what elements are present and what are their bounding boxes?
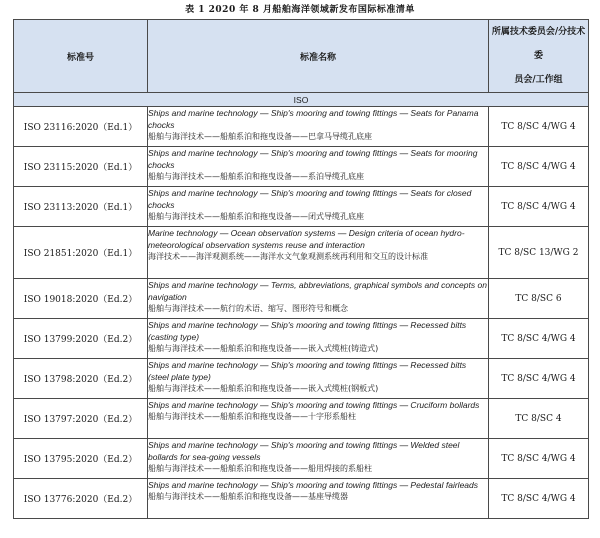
cell-committee: TC 8/SC 4/WG 4: [489, 147, 589, 187]
cell-std-no: ISO 13776:2020（Ed.2）: [14, 479, 148, 519]
header-committee: [489, 20, 589, 93]
table-row: [14, 279, 589, 319]
title-chinese: 海洋技术——海洋观测系统——海洋水文气象观测系统再利用和交互的设计标准: [148, 252, 428, 261]
cell-title: [148, 187, 489, 227]
header-std-no: 标准号: [14, 20, 148, 93]
cell-std-no: ISO 23115:2020（Ed.1）: [14, 147, 148, 187]
cell-std-no: ISO 13797:2020（Ed.2）: [14, 399, 148, 439]
table-row: [14, 439, 589, 479]
cell-title: [148, 479, 489, 519]
cell-title: [148, 319, 489, 359]
header-committee-line2: 员会/工作组: [514, 75, 563, 85]
cell-committee: TC 8/SC 4/WG 4: [489, 187, 589, 227]
title-english: Ships and marine technology — Ship's mooring and towing fittings — Recessed bitts (casting type): [148, 320, 467, 342]
cell-committee: TC 8/SC 4: [489, 399, 589, 439]
table-row: [14, 107, 589, 147]
cell-committee: TC 8/SC 4/WG 4: [489, 359, 589, 399]
cell-std-no: ISO 13795:2020（Ed.2）: [14, 439, 148, 479]
cell-committee: TC 8/SC 4/WG 4: [489, 107, 589, 147]
title-english: Ships and marine technology — Ship's mooring and towing fittings — Pedestal fairleads: [148, 480, 478, 490]
title-english: Marine technology — Ocean observation systems — Design criteria of ocean hydro-meteorological observation systems reuse and interaction: [148, 228, 465, 250]
group-label: ISO: [14, 93, 589, 107]
title-english: Ships and marine technology — Ship's mooring and towing fittings — Welded steel bollards for sea-going vessels: [148, 440, 460, 462]
standards-table: [13, 19, 589, 519]
title-chinese: 船舶与海洋技术——航行的术语、缩写、图形符号和概念: [148, 304, 348, 313]
title-english: Ships and marine technology — Ship's mooring and towing fittings — Cruciform bollards: [148, 400, 480, 410]
table-header-row: [14, 20, 589, 93]
title-english: Ships and marine technology — Ship's mooring and towing fittings — Recessed bitts (steel plate type): [148, 360, 467, 382]
title-english: Ships and marine technology — Ship's mooring and towing fittings — Seats for Panama chocks: [148, 108, 479, 130]
title-chinese: 船舶与海洋技术——船舶系泊和拖曳设备——嵌入式缆桩(铸造式): [148, 344, 379, 353]
title-chinese: 船舶与海洋技术——船舶系泊和拖曳设备——船用焊接的系船柱: [148, 464, 372, 473]
title-english: Ships and marine technology — Terms, abbreviations, graphical symbols and concepts on navigation: [148, 280, 487, 302]
title-chinese: 船舶与海洋技术——船舶系泊和拖曳设备——闭式导缆孔底座: [148, 212, 364, 221]
cell-committee: TC 8/SC 13/WG 2: [489, 227, 589, 279]
table-caption: 表 1 2020 年 8 月船舶海洋领域新发布国际标准清单: [185, 5, 415, 15]
title-chinese: 船舶与海洋技术——船舶系泊和拖曳设备——十字形系船柱: [148, 412, 356, 421]
title-chinese: 船舶与海洋技术——船舶系泊和拖曳设备——嵌入式缆桩(钢板式): [148, 384, 379, 393]
cell-title: [148, 279, 489, 319]
title-english: Ships and marine technology — Ship's mooring and towing fittings — Seats for mooring chocks: [148, 148, 478, 170]
table-row: [14, 227, 589, 279]
cell-title: [148, 359, 489, 399]
table-row: [14, 147, 589, 187]
header-committee-line1: 所属技术委员会/分技术委: [491, 27, 586, 61]
cell-std-no: ISO 23116:2020（Ed.1）: [14, 107, 148, 147]
title-english: Ships and marine technology — Ship's mooring and towing fittings — Seats for closed chocks: [148, 188, 472, 210]
cell-std-no: ISO 23113:2020（Ed.1）: [14, 187, 148, 227]
cell-committee: TC 8/SC 6: [489, 279, 589, 319]
cell-title: [148, 107, 489, 147]
cell-title: [148, 399, 489, 439]
cell-title: [148, 227, 489, 279]
cell-committee: TC 8/SC 4/WG 4: [489, 439, 589, 479]
cell-std-no: ISO 13798:2020（Ed.2）: [14, 359, 148, 399]
cell-std-no: ISO 19018:2020（Ed.2）: [14, 279, 148, 319]
cell-std-no: ISO 21851:2020（Ed.1）: [14, 227, 148, 279]
title-chinese: 船舶与海洋技术——船舶系泊和拖曳设备——系泊导缆孔底座: [148, 172, 364, 181]
title-chinese: 船舶与海洋技术——船舶系泊和拖曳设备——基座导缆器: [148, 492, 348, 501]
header-title: 标准名称: [148, 20, 489, 93]
cell-std-no: ISO 13799:2020（Ed.2）: [14, 319, 148, 359]
table-row: [14, 187, 589, 227]
cell-committee: TC 8/SC 4/WG 4: [489, 479, 589, 519]
cell-title: [148, 147, 489, 187]
cell-committee: TC 8/SC 4/WG 4: [489, 319, 589, 359]
table-row: [14, 359, 589, 399]
table-row: [14, 319, 589, 359]
cell-title: [148, 439, 489, 479]
table-row: [14, 399, 589, 439]
table-row: [14, 479, 589, 519]
title-chinese: 船舶与海洋技术——船舶系泊和拖曳设备——巴拿马导缆孔底座: [148, 132, 372, 141]
group-row: [14, 93, 589, 107]
